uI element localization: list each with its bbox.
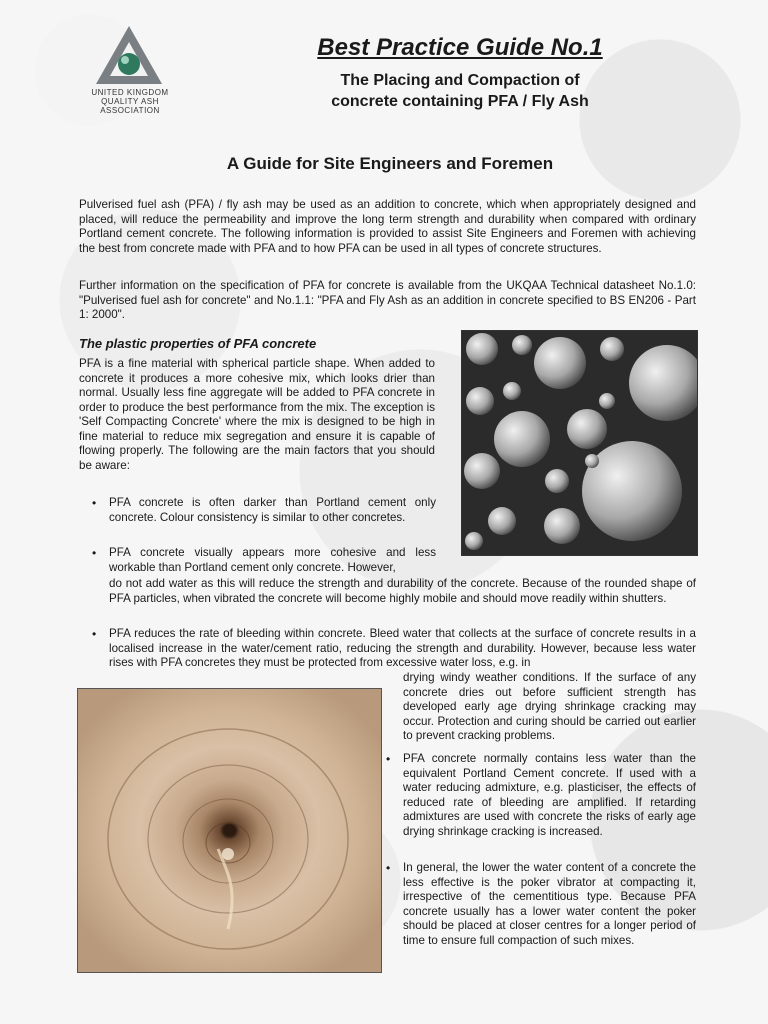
- intro-paragraph-1: Pulverised fuel ash (PFA) / fly ash may be used as an addition to concrete, which when appropriately designed and placed, will reduce the permeability and improve the long term strength and durability when compared with ordinary Portland cement concrete. The following information is provided to assist Site Engineers and Foremen with achieving the best from concrete made with PFA and to how PFA can be used in all types of concrete structures.: [79, 198, 696, 255]
- intro-paragraph-2: Further information on the specification of PFA for concrete is available from the UKQAA Technical datasheet No.1.0: "Pulverised fuel ash for concrete" and No.1.1: "PFA and Fly Ash as an addition in concrete specified to BS EN206 - Part 1: 2000".: [79, 279, 696, 321]
- bullet-item-1: • PFA concrete is often darker than Portland cement only concrete. Colour consistency is similar to other concretes.: [92, 496, 436, 524]
- concrete-pipe-image: [77, 688, 382, 973]
- bullet-dot: •: [92, 496, 97, 510]
- bullet-dot: •: [92, 627, 97, 641]
- page-subtitle: [240, 70, 680, 112]
- subtitle-line-2: concrete containing PFA / Fly Ash: [331, 93, 589, 110]
- pfa-micrograph-image: [461, 330, 698, 556]
- subtitle-line-1: The Placing and Compaction of: [340, 72, 580, 89]
- bullet-item-2-continued: do not add water as this will reduce the strength and durability of the concrete. Because of the rounded shape of PFA particles, when vibrated the concrete will become highly mobile and should move readily within shutters.: [109, 577, 696, 605]
- bullet-dot: •: [386, 752, 391, 766]
- bullet-item-2: • PFA concrete visually appears more cohesive and less workable than Portland cement only concrete. However,: [92, 546, 436, 574]
- bullet-item-4: • PFA concrete normally contains less water than the equivalent Portland Cement concrete. If used with a water reducing admixture, e.g. plasticiser, the effects of reduced rate of bleeding are amplified. If retarding admixtures are used with concrete the risks of early age drying shrinkage cracking is increased.: [386, 752, 696, 838]
- logo-line-2: QUALITY ASH: [101, 97, 159, 106]
- logo-text: [82, 88, 178, 115]
- bullet-dot: •: [92, 546, 97, 560]
- page-title: Best Practice Guide No.1: [317, 34, 603, 61]
- bullet-item-3: • PFA reduces the rate of bleeding within concrete. Bleed water that collects at the surface of concrete results in a localised increase in the water/cement ratio, reducing the strength and durability. However, because less water rises with PFA concretes they must be protected from excessive water loss, e.g. in: [92, 627, 696, 669]
- section-paragraph: PFA is a fine material with spherical particle shape. When added to concrete it produces a more cohesive mix, which looks drier than normal. Usually less fine aggregate will be added to PFA concrete in order to produce the best performance from the mix. The exception is 'Self Compacting Concrete' where the mix is designed to be high in fine material to reduce mix segregation and ensure it is capable of flowing properly. The following are the main factors that you should be aware:: [79, 357, 435, 472]
- bullet-item-5: • In general, the lower the water content of a concrete the less effective is the poker vibrator at compacting it, irrespective of the cementitious type. Because PFA concrete usually has a lower water content the poker should be placed at closer centres for a longer period of time to ensure full compaction of such mixes.: [386, 861, 696, 947]
- pipe-rings-graphic: [78, 689, 381, 972]
- section-heading: The plastic properties of PFA concrete: [79, 336, 317, 351]
- bullet-dot: •: [386, 861, 391, 875]
- logo-line-1: UNITED KINGDOM: [91, 88, 169, 97]
- guide-heading: A Guide for Site Engineers and Foremen: [226, 154, 554, 173]
- logo-line-3: ASSOCIATION: [100, 106, 160, 115]
- bullet-item-3-continued: drying windy weather conditions. If the surface of any concrete dries out before sufficient strength has developed early age drying shrinkage cracking may occur. Protection and curing should be carried out earlier to prevent cracking problems.: [403, 671, 696, 742]
